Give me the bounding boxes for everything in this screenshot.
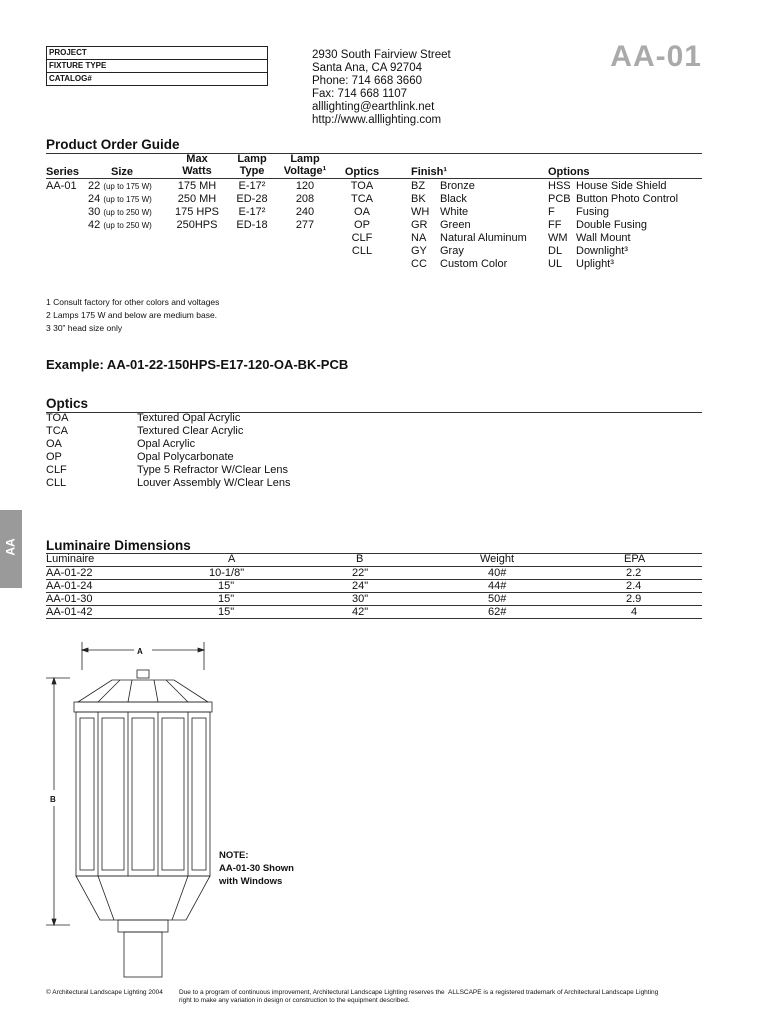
voltage-item: 240 bbox=[295, 206, 315, 218]
size-list bbox=[88, 180, 152, 232]
optics-title: Optics bbox=[46, 396, 89, 411]
finish-item: WH White bbox=[411, 206, 469, 218]
drawing-note bbox=[219, 849, 294, 888]
fixture-type-field: FIXTURE TYPE bbox=[47, 60, 267, 73]
col-series: Series bbox=[46, 166, 80, 178]
optics-desc: Opal Polycarbonate bbox=[137, 451, 234, 463]
optics-item: TCA bbox=[351, 193, 373, 205]
lamp-type-item: ED-18 bbox=[236, 219, 268, 231]
footer-trademark: ALLSCAPE is a registered trademark of Architectural Landscape Lighting bbox=[448, 989, 659, 996]
col-voltage-line2: Voltage¹ bbox=[283, 165, 327, 177]
footnotes bbox=[46, 296, 219, 335]
optics-item: CLL bbox=[351, 245, 373, 257]
optics-desc-list bbox=[137, 412, 290, 490]
col-voltage bbox=[280, 153, 330, 177]
order-guide-title: Product Order Guide bbox=[46, 137, 180, 152]
col-size: Size bbox=[111, 166, 134, 178]
fixture-drawing bbox=[40, 640, 220, 985]
watts-item: 175 HPS bbox=[174, 206, 220, 218]
dim-header: Luminaire bbox=[46, 553, 95, 565]
divider bbox=[46, 153, 702, 154]
footer-disclaimer bbox=[179, 989, 445, 1005]
voltage-item: 208 bbox=[295, 193, 315, 205]
lamp-type-list bbox=[229, 180, 275, 232]
size-item: 24 (up to 175 W) bbox=[88, 193, 152, 205]
watts-item: 175 MH bbox=[177, 180, 217, 192]
table-row: AA-01-42 15" 42" 62# 4 bbox=[46, 606, 638, 618]
table-row: AA-01-30 15" 30" 50# 2.9 bbox=[46, 593, 642, 605]
dimension-b-label: B bbox=[50, 795, 56, 804]
disclaimer-line: Due to a program of continuous improvement, Architectural Landscape Lighting reserves the bbox=[179, 989, 445, 996]
option-item: PCB Button Photo Control bbox=[548, 193, 679, 205]
watts-list bbox=[172, 180, 222, 232]
col-lamp-line2: Type bbox=[239, 165, 265, 177]
col-optics: Optics bbox=[344, 166, 380, 178]
optics-code: CLF bbox=[46, 464, 67, 476]
note-line: with Windows bbox=[219, 876, 283, 887]
optics-desc: Louver Assembly W/Clear Lens bbox=[137, 477, 291, 489]
optics-code: OA bbox=[46, 438, 62, 450]
divider bbox=[46, 178, 702, 179]
optics-item: OP bbox=[354, 219, 370, 231]
col-finish: Finish¹ bbox=[411, 166, 448, 178]
footer-copyright: © Architectural Landscape Lighting 2004 bbox=[46, 989, 163, 996]
note-line: AA-01-30 Shown bbox=[219, 863, 294, 874]
footnote: 3 30” head size only bbox=[46, 323, 123, 333]
finish-item: GY Gray bbox=[411, 245, 464, 257]
dim-header: A bbox=[228, 553, 236, 565]
project-info-box bbox=[46, 46, 268, 86]
optics-code: OP bbox=[46, 451, 62, 463]
col-voltage-line1: Lamp bbox=[290, 153, 320, 165]
finish-item: NA Natural Aluminum bbox=[411, 232, 527, 244]
optics-item: OA bbox=[354, 206, 370, 218]
col-watts-line2: Watts bbox=[182, 165, 212, 177]
finish-item: BZ Bronze bbox=[411, 180, 475, 192]
note-line: NOTE: bbox=[219, 850, 249, 861]
optics-item: TOA bbox=[350, 180, 374, 192]
address-line: 2930 South Fairview Street bbox=[312, 49, 451, 61]
optics-code: TCA bbox=[46, 425, 68, 437]
optics-desc: Type 5 Refractor W/Clear Lens bbox=[137, 464, 289, 476]
option-item: F Fusing bbox=[548, 206, 610, 218]
dimensions-title: Luminaire Dimensions bbox=[46, 538, 191, 553]
email-link[interactable]: alllighting@earthlink.net bbox=[312, 101, 435, 113]
footnote: 2 Lamps 175 W and below are medium base. bbox=[46, 310, 218, 320]
option-item: WM Wall Mount bbox=[548, 232, 631, 244]
project-field: PROJECT bbox=[47, 47, 267, 60]
option-item: UL Uplight³ bbox=[548, 258, 614, 270]
lamp-type-item: E-17² bbox=[238, 206, 266, 218]
optics-desc: Textured Opal Acrylic bbox=[137, 412, 241, 424]
voltage-item: 120 bbox=[295, 180, 315, 192]
lamp-type-item: E-17² bbox=[238, 180, 266, 192]
dim-header: EPA bbox=[624, 553, 646, 565]
col-lamp-type bbox=[229, 153, 275, 177]
dim-header: B bbox=[356, 553, 364, 565]
divider bbox=[46, 618, 702, 619]
side-tab-label: AA bbox=[3, 538, 18, 556]
catalog-field: CATALOG# bbox=[49, 74, 92, 83]
size-item: 42 (up to 250 W) bbox=[88, 219, 152, 231]
voltage-item: 277 bbox=[295, 219, 315, 231]
address-line: Santa Ana, CA 92704 bbox=[312, 62, 422, 74]
optics-code-list bbox=[46, 412, 68, 490]
table-row: AA-01-22 10-1/8" 22" 40# 2.2 bbox=[46, 567, 642, 579]
phone: Phone: 714 668 3660 bbox=[312, 75, 422, 87]
col-watts-line1: Max bbox=[186, 153, 208, 165]
disclaimer-line: right to make any variation in design or construction to the equipment described. bbox=[179, 997, 410, 1004]
lamp-type-item: ED-28 bbox=[236, 193, 268, 205]
option-item: FF Double Fusing bbox=[548, 219, 647, 231]
footnote: 1 Consult factory for other colors and voltages bbox=[46, 297, 220, 307]
optics-code: CLL bbox=[46, 477, 67, 489]
optics-desc: Textured Clear Acrylic bbox=[137, 425, 244, 437]
col-options: Options bbox=[548, 166, 590, 178]
dimensions-header-row bbox=[46, 553, 686, 566]
watts-item: 250HPS bbox=[176, 219, 218, 231]
example-code: Example: AA-01-22-150HPS-E17-120-OA-BK-PCB bbox=[46, 357, 349, 372]
watts-item: 250 MH bbox=[177, 193, 217, 205]
optics-desc: Opal Acrylic bbox=[137, 438, 196, 450]
options-list bbox=[548, 180, 678, 271]
table-row: AA-01-24 15" 24" 44# 2.4 bbox=[46, 580, 642, 592]
optics-item: CLF bbox=[351, 232, 373, 244]
company-address bbox=[312, 49, 451, 127]
optics-code: TOA bbox=[46, 412, 69, 424]
fax: Fax: 714 668 1107 bbox=[312, 88, 408, 100]
dim-header: Weight bbox=[480, 553, 515, 565]
voltage-list bbox=[280, 180, 330, 232]
col-lamp-line1: Lamp bbox=[237, 153, 267, 165]
finish-list bbox=[411, 180, 527, 271]
option-item: DL Downlight³ bbox=[548, 245, 628, 257]
size-item: 30 (up to 250 W) bbox=[88, 206, 152, 218]
finish-item: GR Green bbox=[411, 219, 471, 231]
dimension-a-label: A bbox=[137, 647, 143, 656]
finish-item: BK Black bbox=[411, 193, 467, 205]
size-item: 22 (up to 175 W) bbox=[88, 180, 152, 192]
col-watts bbox=[172, 153, 222, 177]
website-link[interactable]: http://www.alllighting.com bbox=[312, 114, 442, 126]
finish-item: CC Custom Color bbox=[411, 258, 508, 270]
option-item: HSS House Side Shield bbox=[548, 180, 667, 192]
side-tab bbox=[0, 510, 22, 588]
series-value: AA-01 bbox=[46, 180, 77, 192]
optics-list bbox=[340, 180, 384, 258]
product-code: AA-01 bbox=[610, 40, 702, 73]
